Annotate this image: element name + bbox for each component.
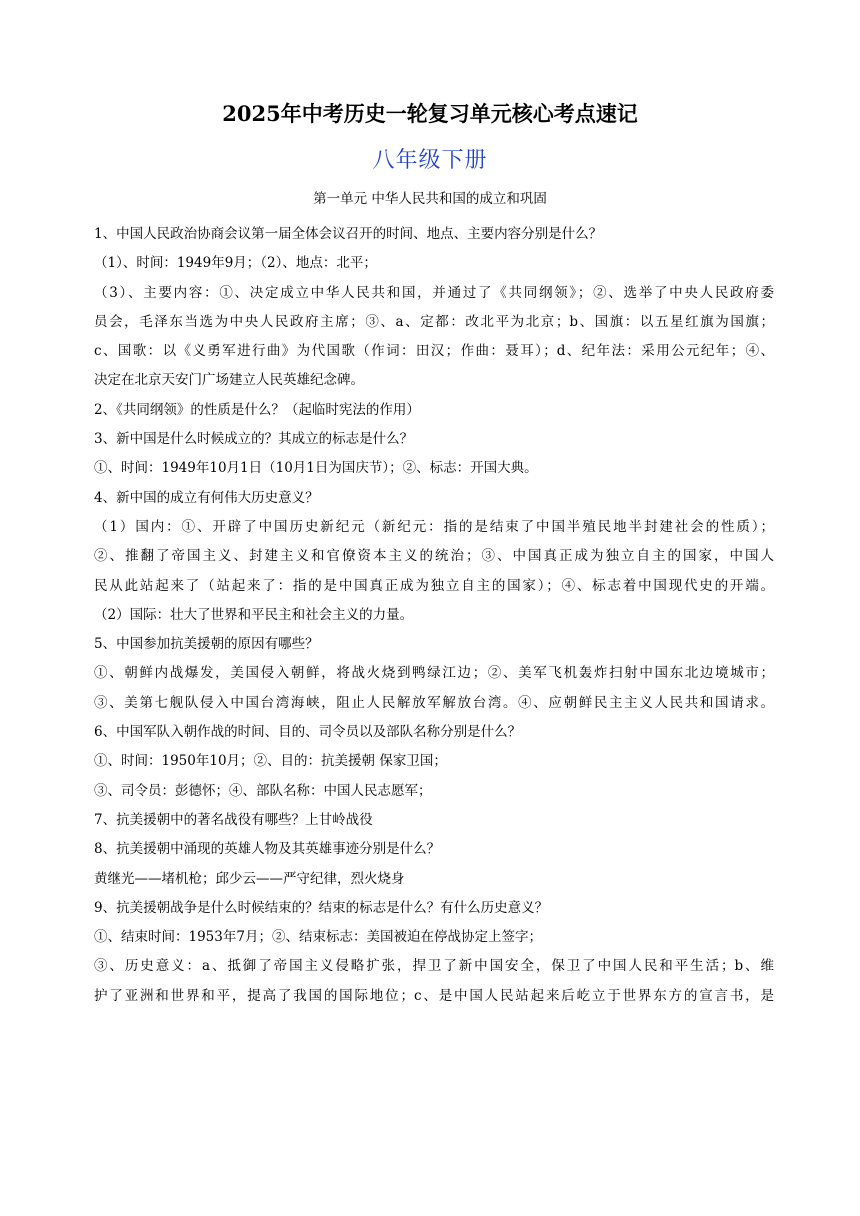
text-line: 2、《共同纲领》的性质是什么？（起临时宪法的作用） — [94, 401, 420, 418]
page-title: 2025年中考历史一轮复习单元核心考点速记 — [222, 101, 638, 126]
text-line: 护了亚洲和世界和平，提高了我国的国际地位；c、是中国人民站起来后屹立于世界东方的宣言书，是 — [94, 987, 774, 1004]
text-line: ①、朝鲜内战爆发，美国侵入朝鲜，将战火烧到鸭绿江边；②、美军飞机轰炸扫射中国东北边境城市； — [94, 665, 774, 682]
text-line: ②、推翻了帝国主义、封建主义和官僚资本主义的统治；③、中国真正成为独立自主的国家，中国人 — [94, 548, 774, 565]
text-line: 4、新中国的成立有何伟大历史意义？ — [94, 489, 319, 506]
document-body — [94, 220, 774, 1011]
text-line: ③、美第七舰队侵入中国台湾海峡，阻止人民解放军解放台湾。④、应朝鲜民主主义人民共和国请求。 — [94, 694, 774, 711]
text-line: ①、时间：1950年10月；②、目的：抗美援朝 保家卫国； — [94, 753, 447, 770]
text-line: 1、中国人民政治协商会议第一届全体会议召开的时间、地点、主要内容分别是什么？ — [94, 226, 603, 242]
text-line: （3）、主要内容：①、决定成立中华人民共和国，并通过了《共同纲领》；②、选举了中央人民政府委 — [94, 284, 774, 301]
text-line: ③、司令员：彭德怀；④、部队名称：中国人民志愿军； — [94, 782, 432, 799]
text-line: ①、时间：1949年10月1日（10月1日为国庆节）；②、标志：开国大典。 — [94, 460, 538, 477]
text-line: 决定在北京天安门广场建立人民英雄纪念碑。 — [94, 372, 364, 389]
text-line: 3、新中国是什么时候成立的？其成立的标志是什么？ — [94, 431, 414, 448]
text-line: 6、中国军队入朝作战的时间、目的、司令员以及部队名称分别是什么？ — [94, 724, 522, 741]
text-line: 5、中国参加抗美援朝的原因有哪些？ — [94, 636, 319, 653]
page-subtitle: 八年级下册 — [372, 148, 488, 173]
text-line: ③、历史意义：a、抵御了帝国主义侵略扩张，捍卫了新中国安全，保卫了中国人民和平生活；b、维 — [94, 958, 774, 975]
text-line: （2）国际：壮大了世界和平民主和社会主义的力量。 — [94, 606, 414, 623]
text-line: 9、抗美援朝战争是什么时候结束的？结束的标志是什么？有什么历史意义？ — [94, 899, 549, 916]
text-line: ①、结束时间：1953年7月；②、结束标志：美国被迫在停战协定上签字； — [94, 929, 542, 946]
text-line: 7、抗美援朝中的著名战役有哪些？上甘岭战役 — [94, 811, 373, 828]
text-line: 黄继光——堵机枪；邱少云——严守纪律，烈火烧身 — [94, 870, 405, 887]
text-line: （1）国内：①、开辟了中国历史新纪元（新纪元：指的是结束了中国半殖民地半封建社会的性质）； — [94, 518, 774, 535]
text-line: 员会，毛泽东当选为中央人民政府主席；③、a、定都：改北平为北京；b、国旗：以五星红旗为国旗； — [94, 313, 774, 330]
text-line: c、国歌：以《义勇军进行曲》为代国歌（作词：田汉；作曲：聂耳）；d、纪年法：采用公元纪年；④、 — [94, 343, 774, 360]
unit-heading: 第一单元 中华人民共和国的成立和巩固 — [313, 191, 547, 207]
text-line: 民从此站起来了（站起来了：指的是中国真正成为独立自主的国家）；④、标志着中国现代史的开端。 — [94, 577, 774, 594]
text-line: 8、抗美援朝中涌现的英雄人物及其英雄事迹分别是什么？ — [94, 841, 441, 858]
text-line: （1）、时间：1949年9月；（2）、地点：北平； — [94, 255, 377, 272]
